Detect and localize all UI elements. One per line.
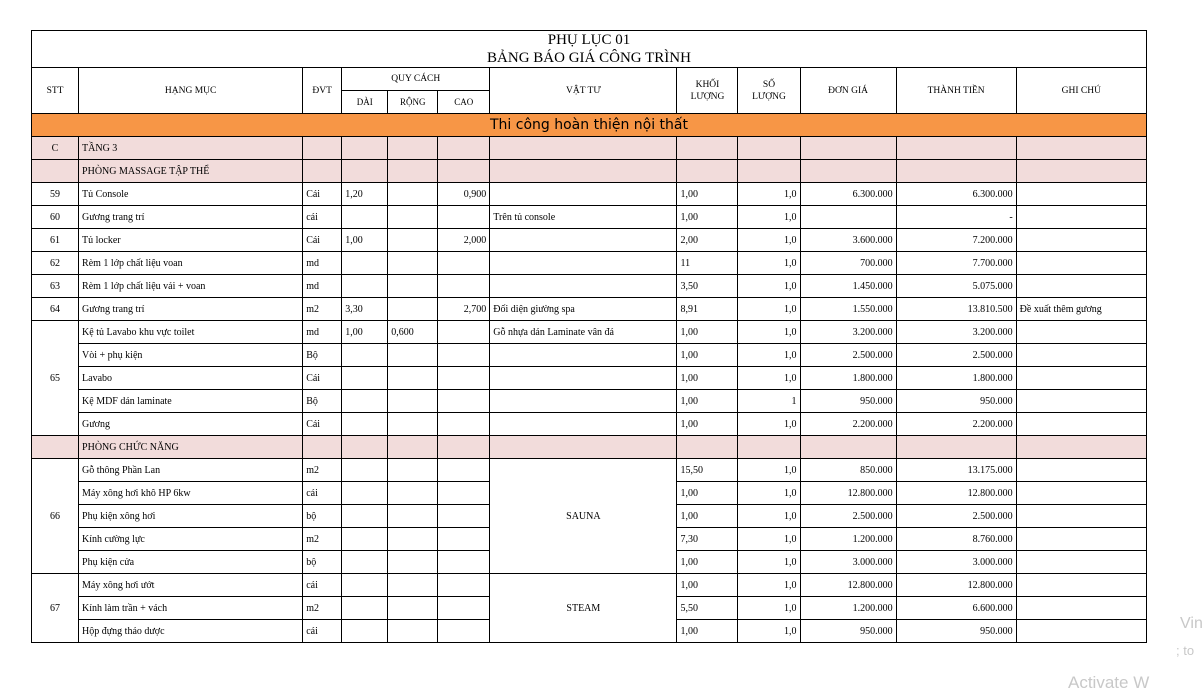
- quantity-cell: 1,0: [738, 229, 800, 252]
- note-cell: [1016, 321, 1146, 344]
- volume-cell: 7,30: [677, 528, 738, 551]
- length-cell: 1,00: [342, 229, 388, 252]
- note-cell: [1016, 390, 1146, 413]
- width-cell: [388, 528, 438, 551]
- volume-cell: 1,00: [677, 413, 738, 436]
- item-cell: Gương trang trí: [79, 298, 303, 321]
- material-cell: [490, 275, 677, 298]
- stt-cell: 62: [32, 252, 79, 275]
- material-cell: SAUNA: [490, 459, 677, 574]
- table-row: [32, 413, 1147, 436]
- header-stt: STT: [32, 68, 79, 114]
- quantity-cell: 1,0: [738, 183, 800, 206]
- header-quy-cach: QUY CÁCH: [342, 68, 490, 91]
- group-label: PHÒNG CHỨC NĂNG: [79, 436, 303, 459]
- quantity-cell: 1,0: [738, 344, 800, 367]
- volume-cell: 1,00: [677, 183, 738, 206]
- group-label: PHÒNG MASSAGE TẬP THỂ: [79, 160, 303, 183]
- quantity-cell: 1,0: [738, 574, 800, 597]
- volume-cell: 1,00: [677, 206, 738, 229]
- empty-cell: [32, 436, 79, 459]
- unit-price-cell: 12.800.000: [800, 482, 896, 505]
- header-rong: RỘNG: [388, 91, 438, 114]
- total-cell: 6.300.000: [896, 183, 1016, 206]
- title-line-1: PHỤ LỤC 01: [547, 32, 631, 48]
- volume-cell: 1,00: [677, 574, 738, 597]
- empty-cell: [438, 436, 490, 459]
- unit-price-cell: 700.000: [800, 252, 896, 275]
- width-cell: [388, 551, 438, 574]
- table-row: [32, 206, 1147, 229]
- header-hang-muc: HẠNG MỤC: [79, 68, 303, 114]
- rows-area: [32, 183, 1147, 643]
- height-cell: [438, 206, 490, 229]
- note-cell: [1016, 344, 1146, 367]
- note-cell: [1016, 275, 1146, 298]
- stt-cell: 66: [32, 459, 79, 574]
- unit-cell: Cái: [303, 367, 342, 390]
- volume-cell: 1,00: [677, 344, 738, 367]
- header-so-luong-line1: SỐ: [762, 79, 776, 90]
- table-row: [32, 390, 1147, 413]
- material-cell: [490, 183, 677, 206]
- empty-cell: [342, 436, 388, 459]
- note-cell: [1016, 505, 1146, 528]
- quantity-cell: 1,0: [738, 620, 800, 643]
- group-row-chuc-nang: [32, 436, 1147, 459]
- quantity-cell: 1,0: [738, 551, 800, 574]
- total-cell: 12.800.000: [896, 482, 1016, 505]
- item-cell: Tủ Console: [79, 183, 303, 206]
- volume-cell: 1,00: [677, 505, 738, 528]
- width-cell: [388, 252, 438, 275]
- unit-price-cell: 6.300.000: [800, 183, 896, 206]
- unit-price-cell: 2.500.000: [800, 344, 896, 367]
- empty-cell: [800, 137, 896, 160]
- empty-cell: [800, 436, 896, 459]
- quotation-table: [31, 30, 1147, 643]
- header-so-luong-line2: LƯỢNG: [752, 91, 786, 102]
- material-cell: [490, 344, 677, 367]
- length-cell: [342, 528, 388, 551]
- volume-cell: 3,50: [677, 275, 738, 298]
- table-row: [32, 321, 1147, 344]
- section-title: Thi công hoàn thiện nội thất: [32, 114, 1147, 137]
- quantity-cell: 1,0: [738, 482, 800, 505]
- table-row: [32, 367, 1147, 390]
- item-cell: Máy xông hơi ướt: [79, 574, 303, 597]
- note-cell: [1016, 183, 1146, 206]
- empty-cell: [388, 137, 438, 160]
- header-dvt: ĐVT: [303, 68, 342, 114]
- volume-cell: 1,00: [677, 390, 738, 413]
- title-row: [32, 31, 1147, 68]
- header-vat-tu: VẬT TƯ: [490, 68, 677, 114]
- empty-cell: [896, 436, 1016, 459]
- volume-cell: 11: [677, 252, 738, 275]
- total-cell: 3.200.000: [896, 321, 1016, 344]
- note-cell: [1016, 229, 1146, 252]
- total-cell: 8.760.000: [896, 528, 1016, 551]
- unit-cell: cái: [303, 620, 342, 643]
- empty-cell: [438, 160, 490, 183]
- header-don-gia: ĐƠN GIÁ: [800, 68, 896, 114]
- empty-cell: [738, 160, 800, 183]
- header-so-luong: [738, 68, 800, 114]
- length-cell: 1,20: [342, 183, 388, 206]
- unit-cell: Bộ: [303, 390, 342, 413]
- document-title: [32, 31, 1147, 68]
- item-cell: Kính làm trần + vách: [79, 597, 303, 620]
- material-cell: [490, 252, 677, 275]
- stt-cell: 67: [32, 574, 79, 643]
- height-cell: [438, 459, 490, 482]
- unit-cell: Cái: [303, 229, 342, 252]
- length-cell: [342, 390, 388, 413]
- empty-cell: [303, 137, 342, 160]
- height-cell: [438, 252, 490, 275]
- height-cell: [438, 620, 490, 643]
- width-cell: [388, 597, 438, 620]
- title-line-2: BẢNG BÁO GIÁ CÔNG TRÌNH: [487, 50, 691, 66]
- empty-cell: [388, 160, 438, 183]
- empty-cell: [342, 160, 388, 183]
- height-cell: 0,900: [438, 183, 490, 206]
- unit-cell: cái: [303, 206, 342, 229]
- unit-price-cell: 1.450.000: [800, 275, 896, 298]
- floor-label: TẦNG 3: [79, 137, 303, 160]
- empty-cell: [388, 436, 438, 459]
- section-row: [32, 114, 1147, 137]
- height-cell: [438, 321, 490, 344]
- length-cell: [342, 482, 388, 505]
- total-cell: 13.810.500: [896, 298, 1016, 321]
- quantity-cell: 1,0: [738, 252, 800, 275]
- header-ghi-chu: GHI CHÚ: [1016, 68, 1146, 114]
- watermark-text-2: ; to: [1176, 643, 1195, 658]
- quantity-cell: 1,0: [738, 275, 800, 298]
- item-cell: Gỗ thông Phần Lan: [79, 459, 303, 482]
- floor-row: [32, 137, 1147, 160]
- empty-cell: [738, 137, 800, 160]
- volume-cell: 15,50: [677, 459, 738, 482]
- volume-cell: 1,00: [677, 551, 738, 574]
- total-cell: 1.800.000: [896, 367, 1016, 390]
- item-cell: Phụ kiện xông hơi: [79, 505, 303, 528]
- item-cell: Gương trang trí: [79, 206, 303, 229]
- unit-cell: m2: [303, 528, 342, 551]
- unit-price-cell: 1.550.000: [800, 298, 896, 321]
- width-cell: [388, 183, 438, 206]
- item-cell: Gương: [79, 413, 303, 436]
- length-cell: [342, 620, 388, 643]
- stt-cell: 61: [32, 229, 79, 252]
- height-cell: [438, 574, 490, 597]
- material-cell: [490, 413, 677, 436]
- width-cell: [388, 505, 438, 528]
- width-cell: [388, 367, 438, 390]
- total-cell: 2.500.000: [896, 505, 1016, 528]
- volume-cell: 1,00: [677, 620, 738, 643]
- height-cell: [438, 482, 490, 505]
- unit-price-cell: [800, 206, 896, 229]
- width-cell: [388, 390, 438, 413]
- stt-cell: 60: [32, 206, 79, 229]
- empty-cell: [677, 160, 738, 183]
- material-cell: Đối diện giường spa: [490, 298, 677, 321]
- item-cell: Vòi + phụ kiện: [79, 344, 303, 367]
- height-cell: [438, 367, 490, 390]
- unit-price-cell: 3.200.000: [800, 321, 896, 344]
- empty-cell: [303, 160, 342, 183]
- empty-cell: [490, 160, 677, 183]
- header-khoi-luong-line2: LƯỢNG: [690, 91, 725, 102]
- unit-cell: Bộ: [303, 344, 342, 367]
- unit-cell: m2: [303, 459, 342, 482]
- width-cell: [388, 482, 438, 505]
- item-cell: Lavabo: [79, 367, 303, 390]
- total-cell: 2.200.000: [896, 413, 1016, 436]
- total-cell: 13.175.000: [896, 459, 1016, 482]
- quantity-cell: 1,0: [738, 321, 800, 344]
- unit-cell: md: [303, 275, 342, 298]
- total-cell: 7.200.000: [896, 229, 1016, 252]
- unit-cell: Cái: [303, 183, 342, 206]
- length-cell: 1,00: [342, 321, 388, 344]
- item-cell: Tủ locker: [79, 229, 303, 252]
- empty-cell: [342, 137, 388, 160]
- header-khoi-luong-line1: KHỐI: [695, 79, 720, 90]
- group-row-massage: [32, 160, 1147, 183]
- material-cell: Gỗ nhựa dán Laminate vân đá: [490, 321, 677, 344]
- unit-cell: m2: [303, 597, 342, 620]
- material-cell: Trên tủ console: [490, 206, 677, 229]
- watermark-text-1: Vin: [1180, 615, 1203, 632]
- unit-cell: bộ: [303, 551, 342, 574]
- unit-price-cell: 12.800.000: [800, 574, 896, 597]
- note-cell: [1016, 574, 1146, 597]
- volume-cell: 1,00: [677, 321, 738, 344]
- total-cell: 950.000: [896, 390, 1016, 413]
- length-cell: [342, 459, 388, 482]
- height-cell: [438, 344, 490, 367]
- height-cell: [438, 275, 490, 298]
- header-cao: CAO: [438, 91, 490, 114]
- stt-cell: 59: [32, 183, 79, 206]
- floor-code: C: [32, 137, 79, 160]
- length-cell: [342, 275, 388, 298]
- table-row: [32, 275, 1147, 298]
- width-cell: [388, 413, 438, 436]
- height-cell: [438, 505, 490, 528]
- empty-cell: [32, 160, 79, 183]
- unit-price-cell: 1.200.000: [800, 597, 896, 620]
- total-cell: 5.075.000: [896, 275, 1016, 298]
- width-cell: [388, 298, 438, 321]
- material-cell: [490, 367, 677, 390]
- length-cell: [342, 413, 388, 436]
- total-cell: 7.700.000: [896, 252, 1016, 275]
- empty-cell: [303, 436, 342, 459]
- length-cell: 3,30: [342, 298, 388, 321]
- height-cell: 2,000: [438, 229, 490, 252]
- header-row-1: [32, 68, 1147, 91]
- item-cell: Kệ tủ Lavabo khu vực toilet: [79, 321, 303, 344]
- total-cell: -: [896, 206, 1016, 229]
- unit-price-cell: 950.000: [800, 620, 896, 643]
- note-cell: [1016, 459, 1146, 482]
- height-cell: [438, 390, 490, 413]
- item-cell: Rèm 1 lớp chất liệu voan: [79, 252, 303, 275]
- note-cell: [1016, 367, 1146, 390]
- table-row: [32, 344, 1147, 367]
- note-cell: [1016, 252, 1146, 275]
- height-cell: [438, 528, 490, 551]
- empty-cell: [1016, 137, 1146, 160]
- empty-cell: [490, 137, 677, 160]
- quantity-cell: 1,0: [738, 528, 800, 551]
- height-cell: 2,700: [438, 298, 490, 321]
- total-cell: 2.500.000: [896, 344, 1016, 367]
- unit-price-cell: 3.600.000: [800, 229, 896, 252]
- unit-cell: md: [303, 252, 342, 275]
- item-cell: Kính cường lực: [79, 528, 303, 551]
- stt-cell: 65: [32, 321, 79, 436]
- table-row: [32, 229, 1147, 252]
- empty-cell: [490, 436, 677, 459]
- empty-cell: [738, 436, 800, 459]
- height-cell: [438, 413, 490, 436]
- note-cell: [1016, 620, 1146, 643]
- material-cell: STEAM: [490, 574, 677, 643]
- item-cell: Kệ MDF dán laminate: [79, 390, 303, 413]
- table-row: [32, 183, 1147, 206]
- volume-cell: 8,91: [677, 298, 738, 321]
- unit-cell: m2: [303, 298, 342, 321]
- unit-cell: md: [303, 321, 342, 344]
- header-khoi-luong: [677, 68, 738, 114]
- table-row: [32, 574, 1147, 597]
- unit-price-cell: 1.200.000: [800, 528, 896, 551]
- width-cell: 0,600: [388, 321, 438, 344]
- width-cell: [388, 275, 438, 298]
- empty-cell: [677, 137, 738, 160]
- unit-cell: cái: [303, 482, 342, 505]
- quantity-cell: 1,0: [738, 597, 800, 620]
- height-cell: [438, 597, 490, 620]
- length-cell: [342, 505, 388, 528]
- unit-price-cell: 1.800.000: [800, 367, 896, 390]
- volume-cell: 2,00: [677, 229, 738, 252]
- length-cell: [342, 344, 388, 367]
- header-dai: DÀI: [342, 91, 388, 114]
- watermark-text-3: Activate W: [1068, 673, 1150, 692]
- unit-price-cell: 3.000.000: [800, 551, 896, 574]
- table-row: [32, 298, 1147, 321]
- width-cell: [388, 229, 438, 252]
- item-cell: Rèm 1 lớp chất liệu vải + voan: [79, 275, 303, 298]
- length-cell: [342, 367, 388, 390]
- quantity-cell: 1,0: [738, 413, 800, 436]
- quantity-cell: 1,0: [738, 206, 800, 229]
- table-row: [32, 459, 1147, 482]
- width-cell: [388, 344, 438, 367]
- length-cell: [342, 574, 388, 597]
- empty-cell: [677, 436, 738, 459]
- quantity-cell: 1,0: [738, 459, 800, 482]
- length-cell: [342, 252, 388, 275]
- item-cell: Phụ kiện cửa: [79, 551, 303, 574]
- height-cell: [438, 551, 490, 574]
- width-cell: [388, 574, 438, 597]
- width-cell: [388, 206, 438, 229]
- quantity-cell: 1: [738, 390, 800, 413]
- header-thanh-tien: THÀNH TIỀN: [896, 68, 1016, 114]
- total-cell: 3.000.000: [896, 551, 1016, 574]
- empty-cell: [1016, 160, 1146, 183]
- table-row: [32, 252, 1147, 275]
- quantity-cell: 1,0: [738, 367, 800, 390]
- unit-price-cell: 2.200.000: [800, 413, 896, 436]
- total-cell: 6.600.000: [896, 597, 1016, 620]
- note-cell: [1016, 482, 1146, 505]
- material-cell: [490, 390, 677, 413]
- length-cell: [342, 551, 388, 574]
- note-cell: [1016, 413, 1146, 436]
- volume-cell: 1,00: [677, 367, 738, 390]
- width-cell: [388, 620, 438, 643]
- unit-price-cell: 850.000: [800, 459, 896, 482]
- unit-cell: Cái: [303, 413, 342, 436]
- stt-cell: 63: [32, 275, 79, 298]
- quantity-cell: 1,0: [738, 505, 800, 528]
- item-cell: Máy xông hơi khô HP 6kw: [79, 482, 303, 505]
- note-cell: [1016, 551, 1146, 574]
- unit-price-cell: 2.500.000: [800, 505, 896, 528]
- note-cell: Đề xuất thêm gương: [1016, 298, 1146, 321]
- empty-cell: [896, 137, 1016, 160]
- volume-cell: 5,50: [677, 597, 738, 620]
- note-cell: [1016, 597, 1146, 620]
- unit-price-cell: 950.000: [800, 390, 896, 413]
- width-cell: [388, 459, 438, 482]
- unit-cell: bộ: [303, 505, 342, 528]
- empty-cell: [1016, 436, 1146, 459]
- total-cell: 12.800.000: [896, 574, 1016, 597]
- empty-cell: [438, 137, 490, 160]
- material-cell: [490, 229, 677, 252]
- empty-cell: [800, 160, 896, 183]
- note-cell: [1016, 206, 1146, 229]
- unit-cell: cái: [303, 574, 342, 597]
- length-cell: [342, 206, 388, 229]
- stt-cell: 64: [32, 298, 79, 321]
- note-cell: [1016, 528, 1146, 551]
- item-cell: Hộp đựng thảo dược: [79, 620, 303, 643]
- quantity-cell: 1,0: [738, 298, 800, 321]
- length-cell: [342, 597, 388, 620]
- total-cell: 950.000: [896, 620, 1016, 643]
- volume-cell: 1,00: [677, 482, 738, 505]
- empty-cell: [896, 160, 1016, 183]
